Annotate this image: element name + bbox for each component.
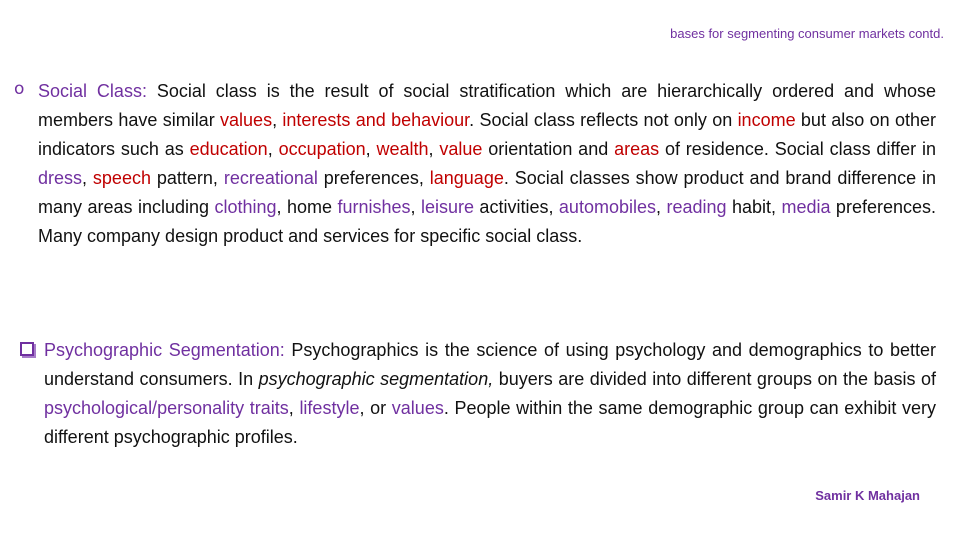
social-class-paragraph [38, 77, 936, 251]
keyword-value: value [439, 139, 483, 159]
psychographic-paragraph [44, 336, 936, 452]
keyword-personality-traits: psychological/personality traits [44, 398, 289, 418]
text-run: Psychographics is the science of using psychology and demographics to better understand consumers. In [44, 340, 936, 389]
social-class-title: Social Class: [38, 81, 147, 101]
keyword-income: income [737, 110, 796, 130]
text-run: , [428, 139, 440, 159]
keyword-areas: areas [614, 139, 660, 159]
keyword-occupation: occupation [278, 139, 366, 159]
text-run: but also on other indicators such as [38, 110, 936, 159]
text-run: habit, [726, 197, 782, 217]
text-run: preferences. Many company design product and services for specific social class. [38, 197, 936, 246]
keyword-language: language [429, 168, 504, 188]
keyword-speech: speech [92, 168, 151, 188]
keyword-leisure: leisure [420, 197, 474, 217]
keyword-automobiles: automobiles [558, 197, 656, 217]
text-run: , or [359, 398, 392, 418]
keyword-education: education [189, 139, 268, 159]
text-run: , [267, 139, 279, 159]
text-run: . Social class reflects not only on [469, 110, 738, 130]
keyword-furnishes: furnishes [337, 197, 411, 217]
psychographic-title: Psychographic Segmentation: [44, 340, 285, 360]
text-run: , [655, 197, 667, 217]
text-run: orientation and [482, 139, 615, 159]
text-run: pattern, [150, 168, 224, 188]
text-run: of residence. Social class differ in [659, 139, 936, 159]
text-run: buyers are divided into different groups on the basis of [493, 369, 936, 389]
keyword-wealth: wealth [376, 139, 429, 159]
text-run: . People within the same demographic group can exhibit very different psychographic profiles. [44, 398, 936, 447]
hollow-circle-bullet-icon: o [14, 79, 25, 99]
keyword-reading: reading [666, 197, 727, 217]
text-run: , [82, 168, 93, 188]
text-run: , [365, 139, 377, 159]
keyword-values: values [220, 110, 273, 130]
text-run: preferences, [317, 168, 430, 188]
italic-term: psychographic segmentation, [258, 369, 494, 389]
slide-header: bases for segmenting consumer markets contd. [670, 26, 944, 41]
text-run: . Social classes show product and brand difference in many areas including [38, 168, 936, 217]
keyword-clothing: clothing [214, 197, 277, 217]
text-run: , home [276, 197, 338, 217]
text-run: activities, [473, 197, 559, 217]
keyword-media: media [781, 197, 831, 217]
keyword-dress: dress [38, 168, 83, 188]
checkbox-bullet-icon [20, 342, 34, 356]
text-run: , [288, 398, 300, 418]
author-credit: Samir K Mahajan [815, 488, 920, 503]
keyword-values: values [391, 398, 444, 418]
keyword-interests: interests and behaviour [282, 110, 470, 130]
text-run: , [272, 110, 283, 130]
keyword-lifestyle: lifestyle [299, 398, 360, 418]
text-run: Social class is the result of social stratification which are hierarchically ordered and whose members have similar [38, 81, 936, 130]
keyword-recreational: recreational [223, 168, 318, 188]
text-run: , [410, 197, 421, 217]
